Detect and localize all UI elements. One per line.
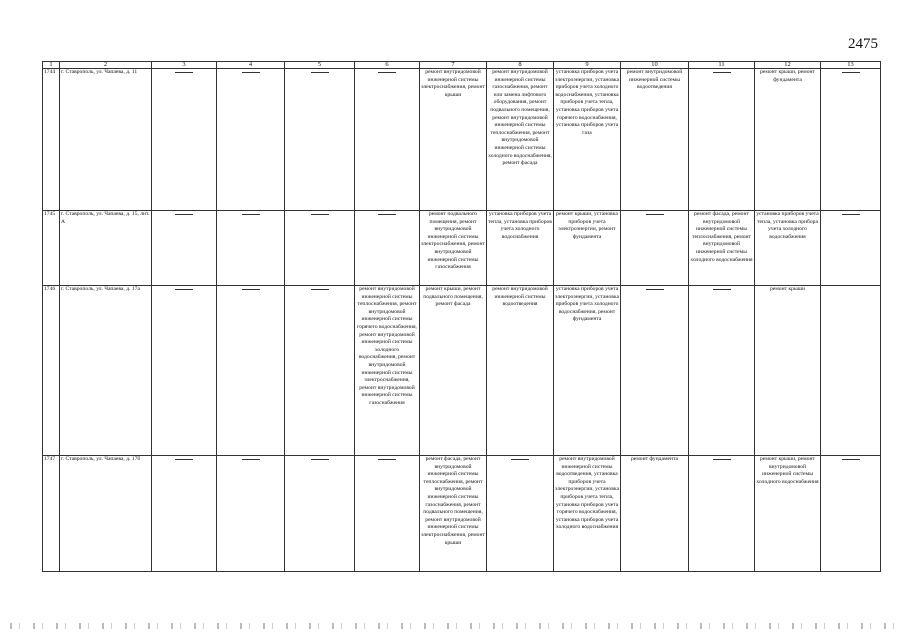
work-cell-c11: ремонт фасада, ремонт внутридомовой инженерной системы теплоснабжения, ремонт внутридомовой инженерной системы холодного водоснабжения	[689, 211, 755, 286]
work-cell-c3	[152, 69, 217, 211]
work-cell-c11	[689, 69, 755, 211]
table-row	[43, 211, 881, 286]
work-cell-c5	[285, 211, 355, 286]
work-cell-c7: ремонт подвального помещения, ремонт внутридомовой инженерной системы электроснабжения, ремонт внутридомовой инженерной системы газоснабжения	[420, 211, 487, 286]
dash-mark	[242, 289, 260, 290]
work-cell-c4	[217, 286, 285, 456]
dash-mark	[242, 72, 260, 73]
dash-mark	[378, 214, 396, 215]
address-cell: г. Ставрополь, ул. Чапаева, д. 15, лит. А	[60, 211, 152, 286]
work-cell-c6	[355, 211, 420, 286]
dash-mark	[311, 289, 329, 290]
work-cell-c10	[621, 286, 689, 456]
dash-mark	[842, 72, 860, 73]
dash-mark	[511, 459, 529, 460]
work-cell-c13	[821, 211, 881, 286]
work-cell-c9: ремонт внутридомовой инженерной системы водоотведения, установка приборов учета электроэнергии, установка приборов учета тепла, установка приборов учета горячего водоснабжения, установка приборов учета холодного водоснабжения	[554, 456, 621, 572]
work-cell-c7: ремонт фасада, ремонт внутридомовой инженерной системы теплоснабжения, ремонт внутридомовой инженерной системы газоснабжения, ремонт подвального помещения, ремонт внутридомовой инженерной системы электроснабжения, ремонт крыши	[420, 456, 487, 572]
work-cell-c4	[217, 211, 285, 286]
header-cell: 2	[60, 62, 152, 69]
dash-mark	[646, 214, 664, 215]
work-cell-c5	[285, 456, 355, 572]
page-number: 2475	[848, 36, 878, 52]
work-cell-c3	[152, 456, 217, 572]
dash-mark	[378, 72, 396, 73]
header-cell: 12	[755, 62, 821, 69]
row-number-cell: 1746	[43, 286, 60, 456]
work-cell-c4	[217, 69, 285, 211]
dash-mark	[311, 214, 329, 215]
work-cell-c6	[355, 456, 420, 572]
table-row	[43, 456, 881, 572]
dash-mark	[242, 214, 260, 215]
header-cell: 6	[355, 62, 420, 69]
work-cell-c12: ремонт крыши, ремонт фундамента	[755, 69, 821, 211]
work-cell-c9: ремонт крыши, установка приборов учета электроэнергии, ремонт фундамента	[554, 211, 621, 286]
dash-mark	[646, 289, 664, 290]
work-cell-c12: ремонт крыши	[755, 286, 821, 456]
header-cell: 3	[152, 62, 217, 69]
header-cell: 9	[554, 62, 621, 69]
work-cell-c8	[487, 456, 554, 572]
work-cell-c11	[689, 456, 755, 572]
dash-mark	[311, 72, 329, 73]
work-cell-c3	[152, 286, 217, 456]
header-cell: 13	[821, 62, 881, 69]
work-cell-c8: ремонт внутридомовой инженерной системы газоснабжения, ремонт или замена лифтового оборудования, ремонт подвального помещения, ремонт внутридомовой инженерной системы теплоснабжения, ремонт внутридомовой инженерной системы холодного водоснабжения, ремонт фасада	[487, 69, 554, 211]
work-cell-c9: установка приборов учета электроэнергии, установка приборов учета холодного водоснабжения, установка приборов учета тепла, установка приборов учета горячего водоснабжения, установка приборов учета газа	[554, 69, 621, 211]
dash-mark	[175, 214, 193, 215]
address-cell: г. Ставрополь, ул. Чапаева, д. 11	[60, 69, 152, 211]
dash-mark	[842, 214, 860, 215]
row-number-cell: 1747	[43, 456, 60, 572]
work-cell-c10: ремонт внутридомовой инженерной системы водоотведения	[621, 69, 689, 211]
row-number-cell: 1745	[43, 211, 60, 286]
header-row	[43, 62, 881, 69]
work-cell-c13	[821, 69, 881, 211]
repair-schedule-table	[42, 61, 881, 572]
dash-mark	[713, 459, 731, 460]
header-cell: 8	[487, 62, 554, 69]
work-cell-c10	[621, 211, 689, 286]
work-cell-c5	[285, 69, 355, 211]
dash-mark	[378, 459, 396, 460]
work-cell-c5	[285, 286, 355, 456]
dash-mark	[175, 459, 193, 460]
header-cell: 5	[285, 62, 355, 69]
dash-mark	[713, 72, 731, 73]
dash-mark	[842, 459, 860, 460]
dash-mark	[242, 459, 260, 460]
work-cell-c6	[355, 69, 420, 211]
work-cell-c12: установка приборов учета тепла, установка прибора учета холодного водоснабжения	[755, 211, 821, 286]
address-cell: г. Ставрополь, ул. Чапаева, д. 17а	[60, 286, 152, 456]
work-cell-c6: ремонт внутридомовой инженерной системы теплоснабжения, ремонт внутридомовой инженерной системы горячего водоснабжения, ремонт внутридомовой инженерной системы холодного водоснабжения, ремонт внутридомовой инженерной системы электроснабжения, ремонт внутридомовой инженерной системы газоснабжения	[355, 286, 420, 456]
work-cell-c9: установка приборов учета электроэнергии, установка приборов учета холодного водоснабжения, ремонт фундамента	[554, 286, 621, 456]
dash-mark	[175, 72, 193, 73]
dash-mark	[311, 459, 329, 460]
header-cell: 10	[621, 62, 689, 69]
work-cell-c3	[152, 211, 217, 286]
work-cell-c8: установка приборов учета тепла, установка приборов учета холодного водоснабжения	[487, 211, 554, 286]
work-cell-c7: ремонт внутридомовой инженерной системы электроснабжения, ремонт крыши	[420, 69, 487, 211]
header-cell: 11	[689, 62, 755, 69]
dash-mark	[713, 289, 731, 290]
work-cell-c11	[689, 286, 755, 456]
table-row	[43, 69, 881, 211]
work-cell-c7: ремонт крыши, ремонт подвального помещения, ремонт фасада	[420, 286, 487, 456]
work-cell-c12: ремонт крыши, ремонт внутридомовой инженерной системы холодного водоснабжения	[755, 456, 821, 572]
work-cell-c4	[217, 456, 285, 572]
dash-mark	[175, 289, 193, 290]
header-cell: 4	[217, 62, 285, 69]
header-cell: 1	[43, 62, 60, 69]
work-cell-c13	[821, 286, 881, 456]
header-cell: 7	[420, 62, 487, 69]
work-cell-c13	[821, 456, 881, 572]
table-row	[43, 286, 881, 456]
scan-artifact	[10, 623, 895, 629]
address-cell: г. Ставрополь, ул. Чапаева, д. 17б	[60, 456, 152, 572]
work-cell-c10: ремонт фундамента	[621, 456, 689, 572]
work-cell-c8: ремонт внутридомовой инженерной системы водоотведения	[487, 286, 554, 456]
row-number-cell: 1744	[43, 69, 60, 211]
